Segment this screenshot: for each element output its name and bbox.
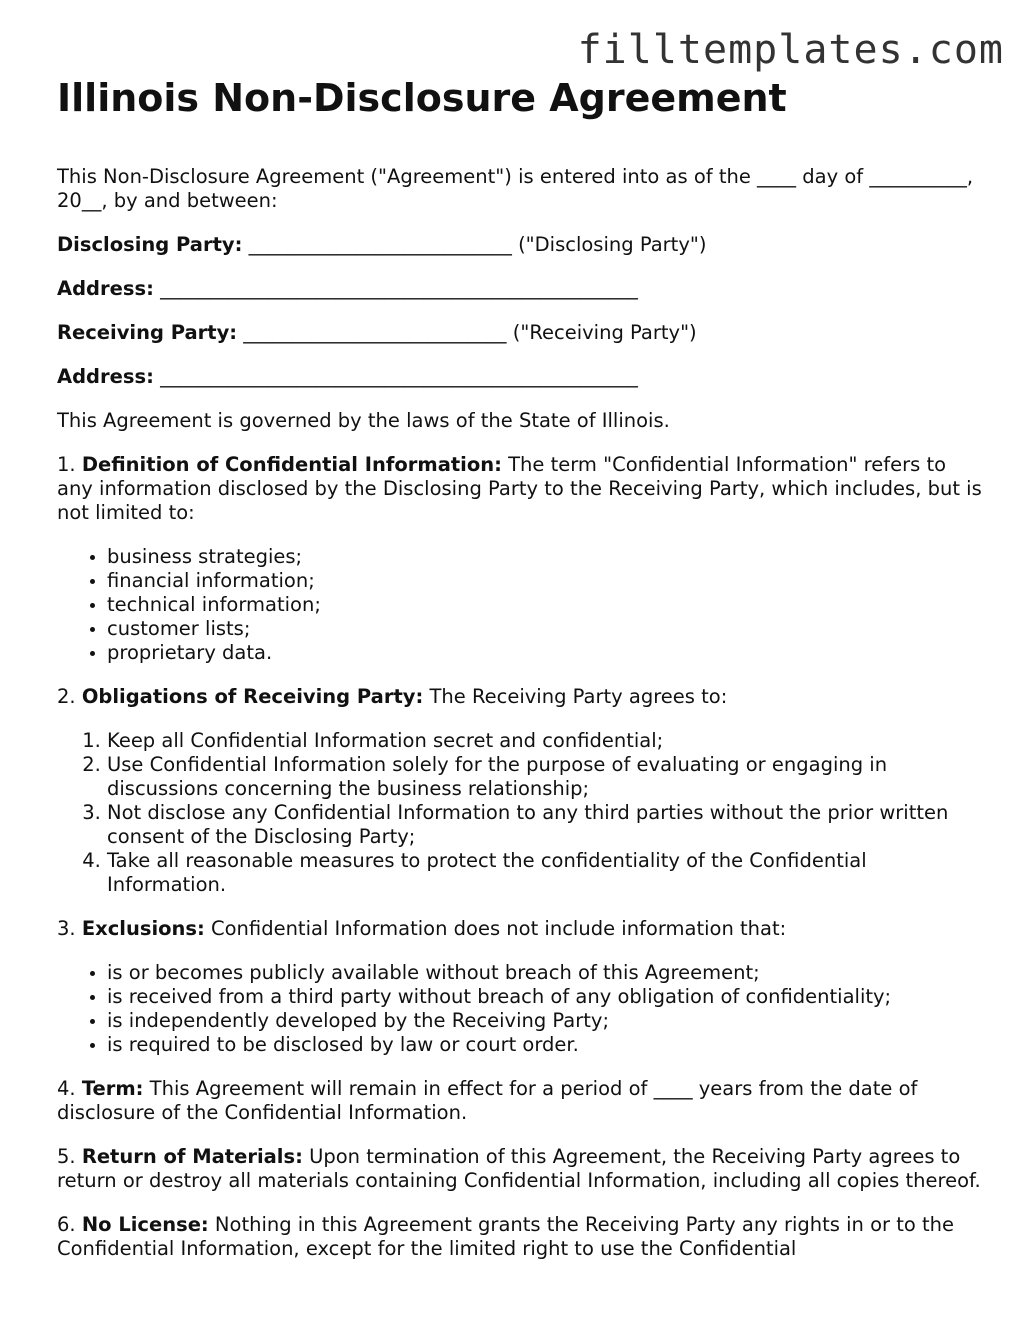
section-text: Confidential Information does not include information that: [204,917,787,940]
receiving-party-blank: ___________________________ ("Receiving Party") [237,321,697,344]
disclosing-party-line [57,233,987,257]
document-title: Illinois Non-Disclosure Agreement [57,76,787,120]
confidential-info-list [57,545,987,665]
section-1 [57,453,987,525]
section-number: 1. [57,453,82,476]
section-heading: No License: [81,1213,209,1236]
receiving-party-line [57,321,987,345]
disclosing-address-label: Address: [57,277,154,300]
receiving-address-blank: _________________________________________________ [153,365,638,388]
section-number: 2. [57,685,82,708]
section-number: 6. [57,1213,82,1236]
list-item: 1. Keep all Confidential Information secret and confidential; [107,729,987,753]
section-2 [57,685,987,709]
section-heading: Definition of Confidential Information: [81,453,502,476]
list-item: 3. Not disclose any Confidential Information to any third parties without the prior written consent of the Disclosing Party; [107,801,987,849]
section-4 [57,1077,987,1125]
list-item: 4. Take all reasonable measures to protect the confidentiality of the Confidential Information. [107,849,987,897]
disclosing-party-blank: ___________________________ ("Disclosing Party") [242,233,707,256]
section-6 [57,1213,987,1261]
disclosing-address-line [57,277,987,301]
section-text: Nothing in this Agreement grants the Receiving Party any rights in or to the Confidential Information, except for the limited right to use the Confidential [57,1213,955,1260]
exclusions-list [57,961,987,1057]
receiving-address-line [57,365,987,389]
list-item: • is required to be disclosed by law or court order. [107,1033,987,1057]
section-text: This Agreement will remain in effect for a period of ____ years from the date of disclosure of the Confidential Information. [57,1077,918,1124]
section-heading: Term: [81,1077,144,1100]
obligations-list [57,729,987,897]
section-text: The Receiving Party agrees to: [423,685,728,708]
disclosing-party-label: Disclosing Party: [57,233,243,256]
section-number: 3. [57,917,82,940]
list-item: • is or becomes publicly available without breach of this Agreement; [107,961,987,985]
list-item: • proprietary data. [107,641,987,665]
section-text: Upon termination of this Agreement, the Receiving Party agrees to return or destroy all materials containing Confidential Information, including all copies thereof. [57,1145,981,1192]
section-text: The term "Confidential Information" refers to any information disclosed by the Disclosing Party to the Receiving Party, which includes, but is not limited to: [57,453,982,524]
list-item: 2. Use Confidential Information solely for the purpose of evaluating or engaging in discussions concerning the business relationship; [107,753,987,801]
governing-law: This Agreement is governed by the laws of the State of Illinois. [57,409,670,432]
list-item: • is received from a third party without breach of any obligation of confidentiality; [107,985,987,1009]
list-item: • customer lists; [107,617,987,641]
receiving-address-label: Address: [57,365,154,388]
receiving-party-label: Receiving Party: [57,321,238,344]
list-item: • is independently developed by the Receiving Party; [107,1009,987,1033]
list-item: • business strategies; [107,545,987,569]
disclosing-address-blank: _________________________________________________ [153,277,638,300]
section-3 [57,917,987,941]
section-heading: Obligations of Receiving Party: [81,685,424,708]
intro-paragraph: This Non-Disclosure Agreement ("Agreement") is entered into as of the ____ day of __________, 20__, by and between: [57,165,974,212]
list-item: • technical information; [107,593,987,617]
section-5 [57,1145,987,1193]
section-number: 5. [57,1145,82,1168]
list-item: • financial information; [107,569,987,593]
section-heading: Exclusions: [81,917,205,940]
section-number: 4. [57,1077,82,1100]
watermark: filltemplates.com [577,27,1004,73]
section-heading: Return of Materials: [81,1145,303,1168]
document [57,75,987,1281]
